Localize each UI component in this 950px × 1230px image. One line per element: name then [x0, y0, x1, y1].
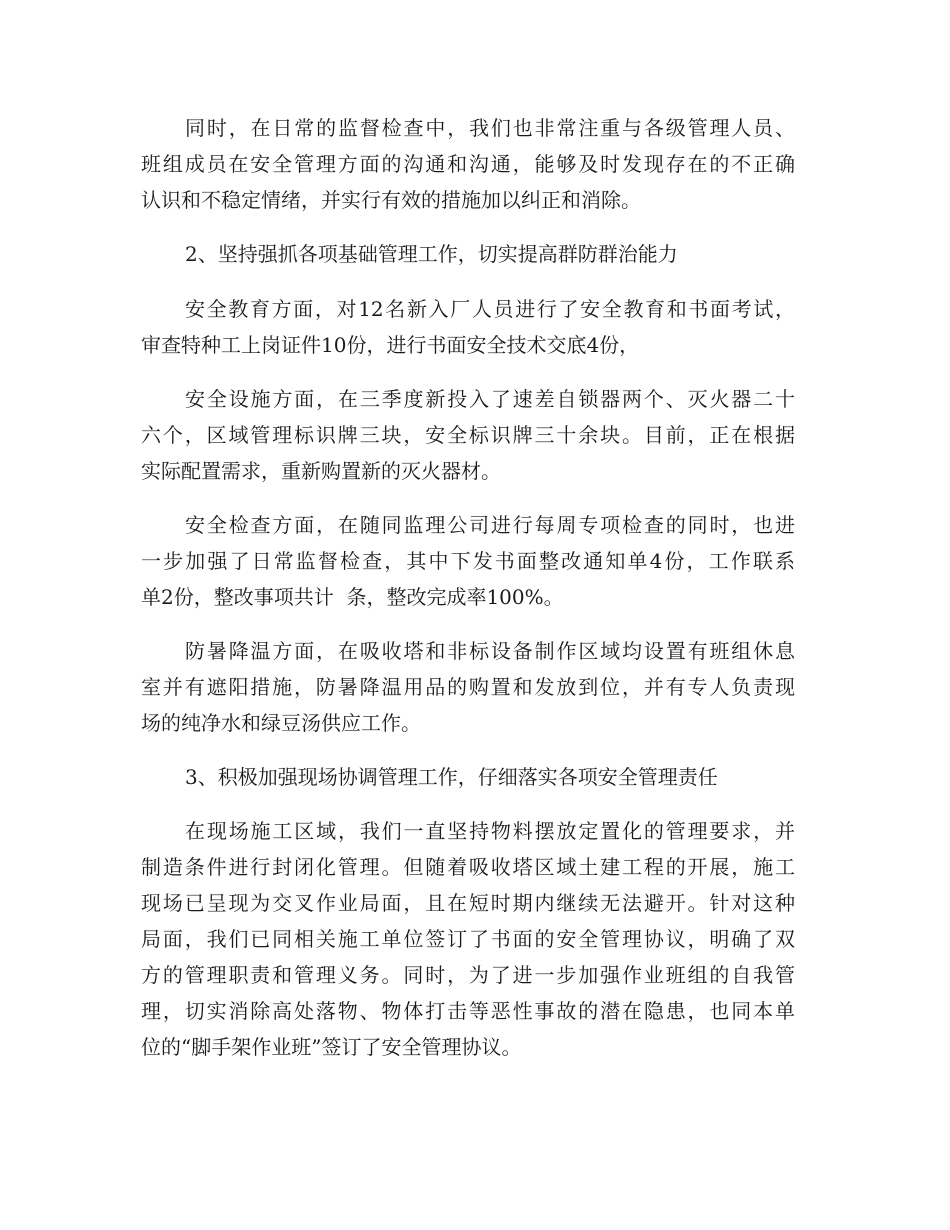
text-line: 班组成员在安全管理方面的沟通和沟通，能够及时发现存在的不正确	[141, 152, 795, 176]
text-line: 位的“脚手架作业班”签订了安全管理协议。	[141, 1035, 522, 1059]
text-line: 安全设施方面，在三季度新投入了速差自锁器两个、灭火器二十	[185, 387, 795, 411]
paragraph-site-coordination	[141, 813, 795, 1065]
text-line: 认识和不稳定情绪，并实行有效的措施加以纠正和消除。	[141, 188, 641, 212]
section-heading-text: 3、积极加强现场协调管理工作，仔细落实各项安全管理责任	[185, 765, 718, 789]
text-line: 防暑降温方面，在吸收塔和非标设备制作区域均设置有班组休息	[185, 639, 795, 663]
text-line: 一步加强了日常监督检查，其中下发书面整改通知单4份，工作联系	[141, 549, 795, 573]
text-line: 现场已呈现为交叉作业局面，且在短时期内继续无法避开。针对这种	[141, 891, 795, 915]
text-line: 实际配置需求，重新购置新的灭火器材。	[141, 459, 501, 483]
text-line: 单2份，整改事项共计 条，整改完成率100%。	[141, 585, 564, 609]
text-line: 场的纯净水和绿豆汤供应工作。	[141, 711, 421, 735]
section-heading-text: 2、坚持强抓各项基础管理工作，切实提高群防群治能力	[185, 242, 678, 266]
text-line: 方的管理职责和管理义务。同时，为了进一步加强作业班组的自我管	[141, 963, 795, 987]
text-line: 局面，我们已同相关施工单位签订了书面的安全管理协议，明确了双	[141, 927, 795, 951]
paragraph-safety-facilities	[141, 381, 795, 489]
text-line: 安全教育方面，对12名新入厂人员进行了安全教育和书面考试，	[185, 297, 795, 321]
text-line: 同时，在日常的监督检查中，我们也非常注重与各级管理人员、	[185, 116, 795, 140]
paragraph-safety-inspection	[141, 507, 795, 615]
text-line: 理，切实消除高处落物、物体打击等恶性事故的潜在隐患，也同本单	[141, 999, 795, 1023]
section-heading-2	[141, 236, 795, 272]
paragraph-safety-education	[141, 291, 795, 363]
text-line: 制造条件进行封闭化管理。但随着吸收塔区域土建工程的开展，施工	[141, 855, 795, 879]
paragraph-heat-prevention	[141, 633, 795, 741]
section-heading-3	[141, 759, 795, 795]
text-line: 安全检查方面，在随同监理公司进行每周专项检查的同时，也进	[185, 513, 795, 537]
text-line: 在现场施工区域，我们一直坚持物料摆放定置化的管理要求，并	[185, 819, 795, 843]
text-line: 室并有遮阳措施，防暑降温用品的购置和发放到位，并有专人负责现	[141, 675, 795, 699]
text-line: 审查特种工上岗证件10份，进行书面安全技术交底4份，	[141, 333, 640, 357]
text-line: 六个，区域管理标识牌三块，安全标识牌三十余块。目前，正在根据	[141, 423, 795, 447]
paragraph-supervision-communication	[141, 110, 795, 218]
